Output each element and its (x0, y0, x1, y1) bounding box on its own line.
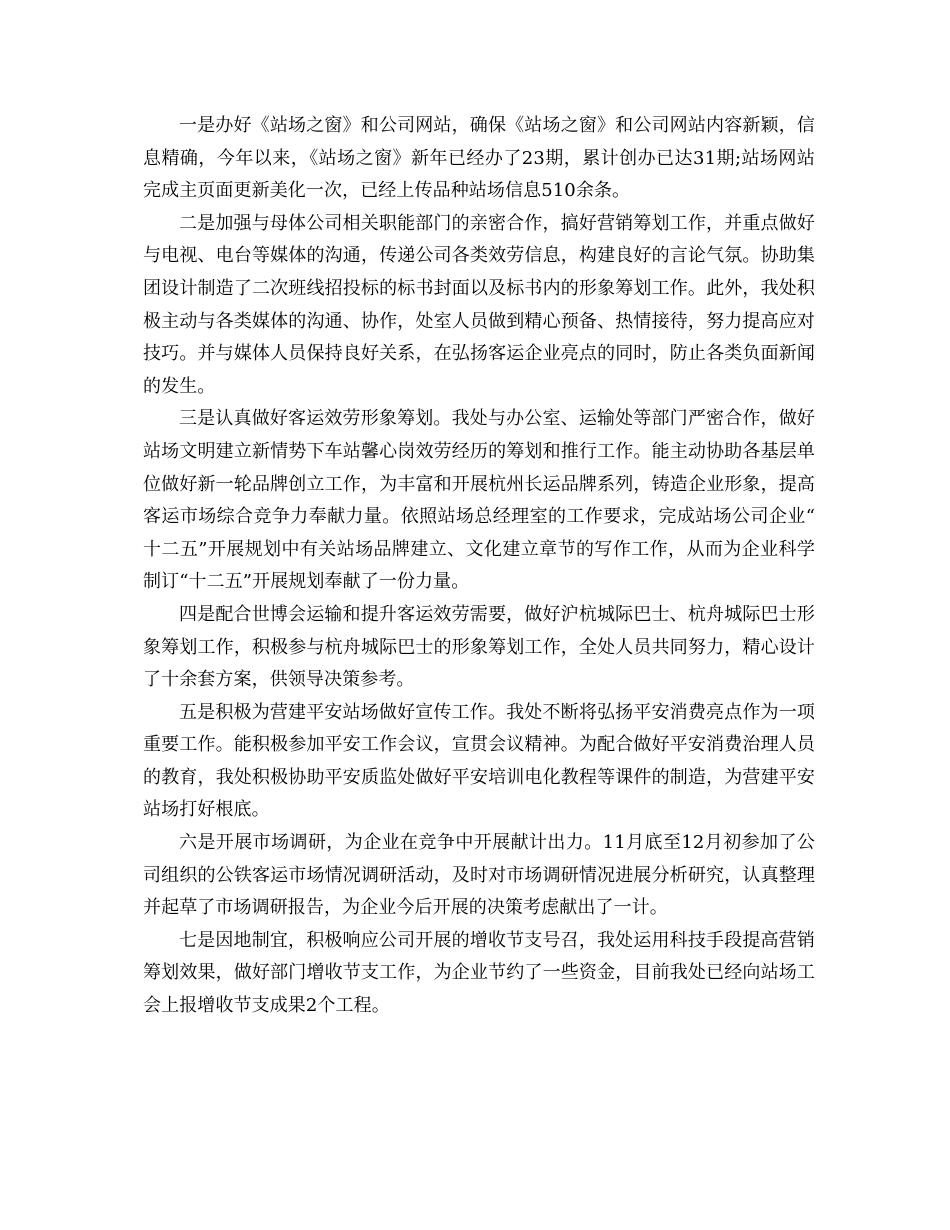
paragraph-5: 五是积极为营建平安站场做好宣传工作。我处不断将弘扬平安消费亮点作为一项重要工作。能积极参加平安工作会议，宣贯会议精神。为配合做好平安消费治理人员的教育，我处积极协助平安质监处做好平安培训电化教程等课件的制造，为营建平安站场打好根底。 (143, 701, 815, 821)
paragraph-1: 一是办好《站场之窗》和公司网站，确保《站场之窗》和公司网站内容新颖，信息精确，今年以来，《站场之窗》新年已经办了23期，累计创办已达31期;站场网站完成主页面更新美化一次，已经上传品种站场信息510余条。 (143, 115, 815, 202)
paragraph-6: 六是开展市场调研，为企业在竞争中开展献计出力。11月底至12月初参加了公司组织的公铁客运市场情况调研活动，及时对市场调研情况进展分析研究，认真整理并起草了市场调研报告，为企业今后开展的决策考虑献出了一计。 (143, 832, 815, 919)
paragraph-3: 三是认真做好客运效劳形象筹划。我处与办公室、运输处等部门严密合作，做好站场文明建立新情势下车站馨心岗效劳经历的筹划和推行工作。能主动协助各基层单位做好新一轮品牌创立工作，为丰富和开展杭州长运品牌系列，铸造企业形象，提高客运市场综合竞争力奉献力量。依照站场总经理室的工作要求，完成站场公司企业“十二五”开展规划中有关站场品牌建立、文化建立章节的写作工作，从而为企业科学制订“十二五”开展规划奉献了一份力量。 (143, 408, 815, 593)
paragraph-4: 四是配合世博会运输和提升客运效劳需要，做好沪杭城际巴士、杭舟城际巴士形象筹划工作，积极参与杭舟城际巴士的形象筹划工作，全处人员共同努力，精心设计了十余套方案，供领导决策参考。 (143, 603, 815, 691)
document-body (143, 110, 815, 1023)
paragraph-7: 七是因地制宜，积极响应公司开展的增收节支号召，我处运用科技手段提高营销筹划效果，做好部门增收节支工作，为企业节约了一些资金，目前我处已经向站场工会上报增收节支成果2个工程。 (143, 929, 815, 1017)
paragraph-2: 二是加强与母体公司相关职能部门的亲密合作，搞好营销筹划工作，并重点做好与电视、电台等媒体的沟通，传递公司各类效劳信息，构建良好的言论气氛。协助集团设计制造了二次班线招投标的标书封面以及标书内的形象筹划工作。此外，我处积极主动与各类媒体的沟通、协作，处室人员做到精心预备、热情接待，努力提高应对技巧。并与媒体人员保持良好关系，在弘扬客运企业亮点的同时，防止各类负面新闻的发生。 (143, 212, 815, 397)
